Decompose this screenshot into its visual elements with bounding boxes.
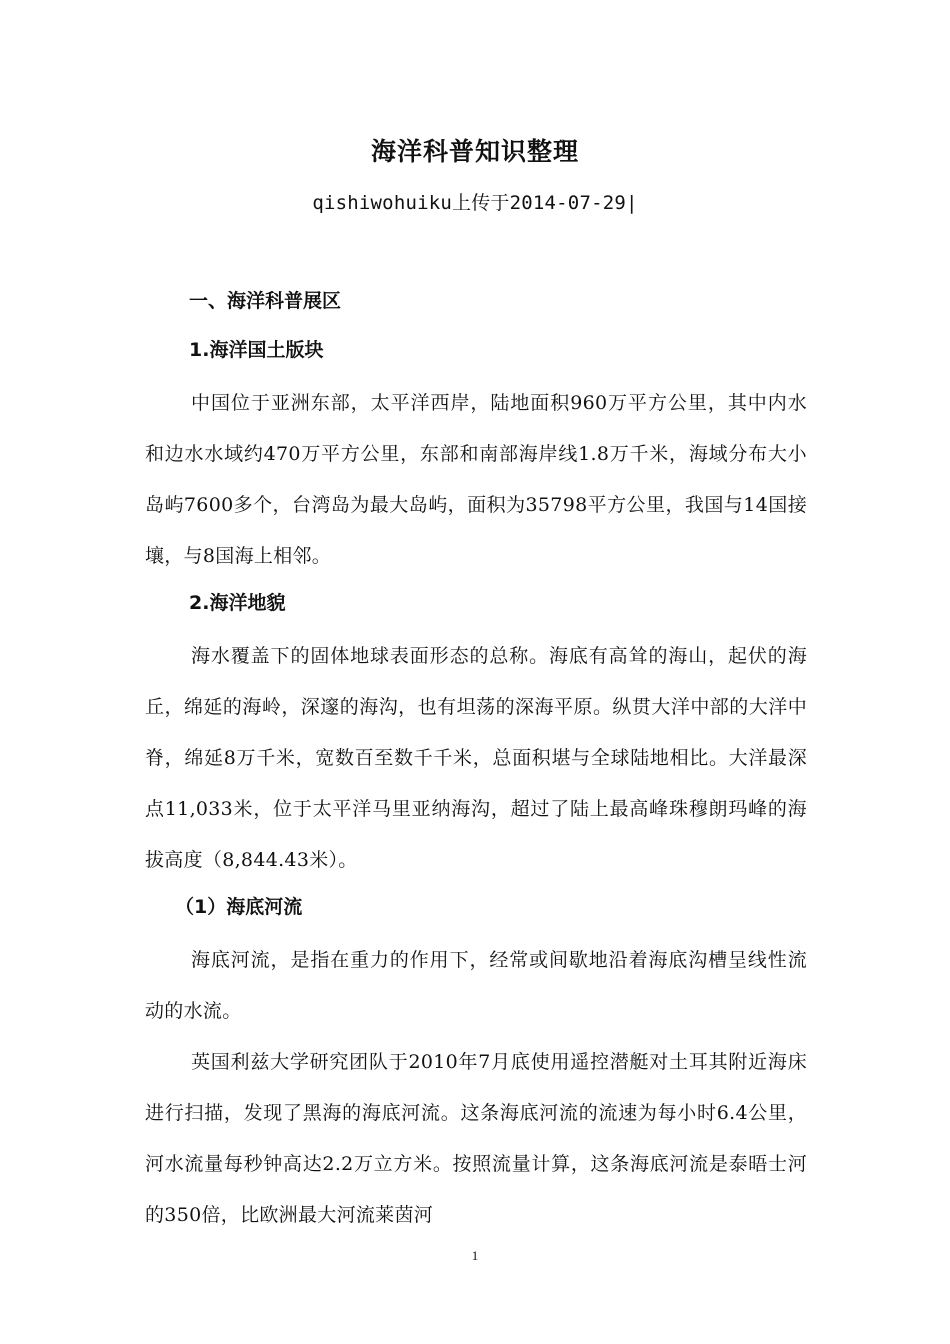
paragraph-undersea-river-definition: 海底河流，是指在重力的作用下，经常或间歇地沿着海底沟槽呈线性流动的水流。 — [145, 949, 807, 1022]
subsection-heading-ocean-territory: 1.海洋国土版块 — [189, 339, 324, 361]
paragraph-ocean-landform: 海水覆盖下的固体地球表面形态的总称。海底有高耸的海山，起伏的海丘，绵延的海岭，深邃的海沟，也有坦荡的深海平原。纵贯大洋中部的大洋中脊，绵延8万千米，宽数百至数千千米，总面积堪与全球陆地相比。大洋最深点11,033米，位于太平洋马里亚纳海沟，超过了陆上最高峰珠穆朗玛峰的海拔高度（8,844.43米）。 — [145, 645, 807, 871]
page-title: 海洋科普知识整理 — [370, 137, 579, 166]
upload-info: qishiwohuiku上传于2014-07-29| — [312, 192, 638, 214]
subsection-heading-ocean-landform: 2.海洋地貌 — [189, 592, 286, 614]
subsubsection-heading-undersea-river: （1）海底河流 — [175, 896, 303, 918]
page-number: 1 — [471, 1248, 479, 1263]
paragraph-ocean-territory: 中国位于亚洲东部，太平洋西岸，陆地面积960万平方公里，其中内水和边水水域约470万平方公里，东部和南部海岸线1.8万千米，海域分布大小岛屿7600多个，台湾岛为最大岛屿，面积为35798平方公里，我国与14国接壤，与8国海上相邻。 — [145, 392, 807, 567]
paragraph-undersea-river-discovery: 英国利兹大学研究团队于2010年7月底使用遥控潜艇对土耳其附近海床进行扫描，发现了黑海的海底河流。这条海底河流的流速为每小时6.4公里，河水流量每秒钟高达2.2万立方米。按照流量计算，这条海底河流是泰晤士河的350倍，比欧洲最大河流莱茵河 — [145, 1051, 807, 1226]
section-heading-ocean-exhibit: 一、海洋科普展区 — [189, 290, 342, 312]
document-body — [145, 280, 807, 1241]
